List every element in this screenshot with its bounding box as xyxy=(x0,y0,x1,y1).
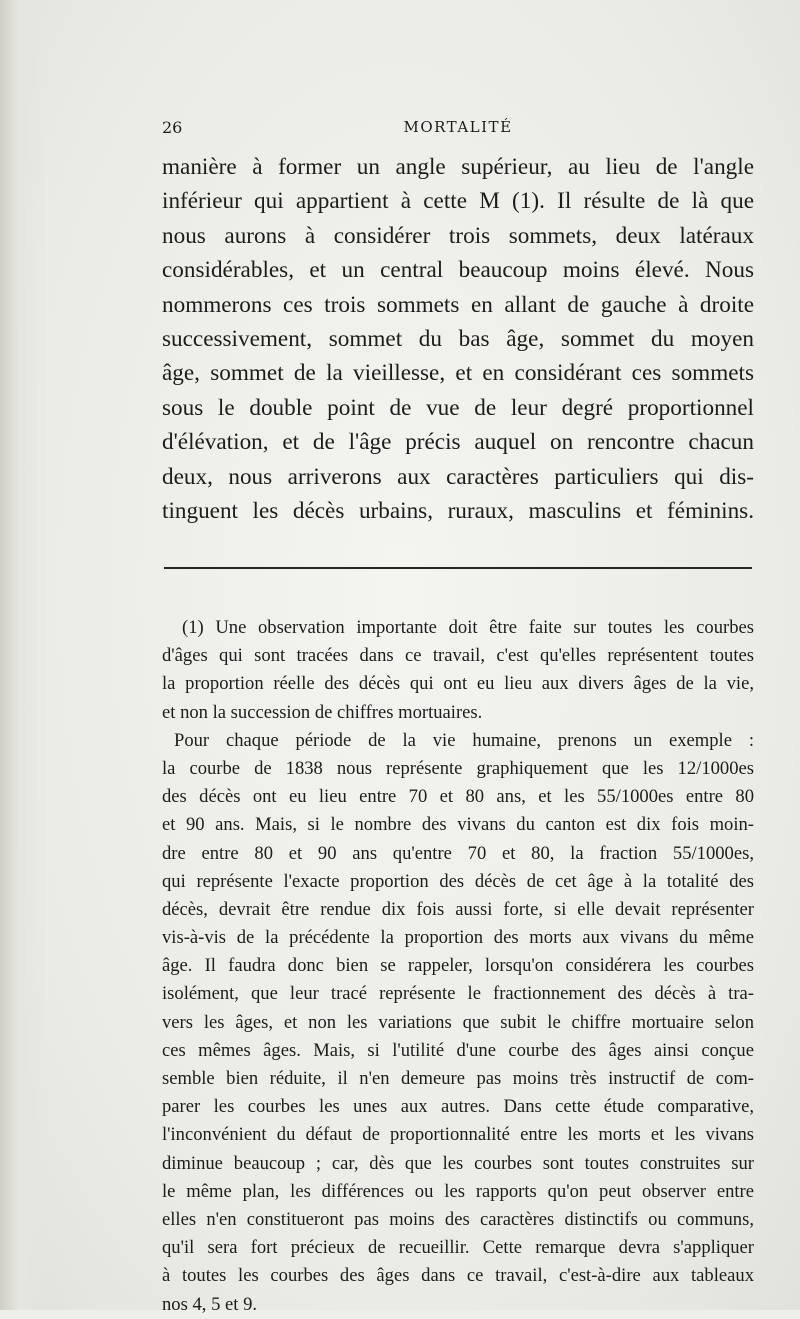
footnote-line: âge. Il faudra donc bien se rappeler, lorsqu'on considérera les courbes xyxy=(162,955,754,977)
body-line: sous le double point de vue de leur degré proportionnel xyxy=(162,394,754,421)
body-line: successivement, sommet du bas âge, sommet du moyen xyxy=(162,325,754,352)
footnote-line: l'inconvénient du défaut de proportionnalité entre les morts et les vivans xyxy=(162,1124,754,1146)
footnote-line: vers les âges, et non les variations que subit le chiffre mortuaire selon xyxy=(162,1011,754,1033)
body-line: tinguent les décès urbains, ruraux, masculins et féminins. xyxy=(162,497,754,524)
page-gutter-shadow xyxy=(0,0,48,1310)
footnote-line: nos 4, 5 et 9. xyxy=(162,1293,258,1315)
footnote-line: le même plan, les différences ou les rapports qu'on peut observer entre xyxy=(162,1180,754,1202)
body-line: inférieur qui appartient à cette M (1). Il résulte de là que xyxy=(162,188,754,215)
body-line: âge, sommet de la vieillesse, et en considérant ces sommets xyxy=(162,360,754,387)
footnote xyxy=(162,614,754,1319)
footnote-line: d'âges qui sont tracées dans ce travail, c'est qu'elles représentent toutes xyxy=(162,645,754,667)
footnote-line: qui représente l'exacte proportion des décès de cet âge à la totalité des xyxy=(162,870,754,892)
footnote-line: vis-à-vis de la précédente la proportion des morts aux vivans du même xyxy=(162,927,754,949)
running-head xyxy=(162,118,754,140)
footnote-line: décès, devrait être rendue dix fois aussi forte, si elle devait représenter xyxy=(162,898,754,920)
running-title: MORTALITÉ xyxy=(403,118,513,136)
main-paragraph xyxy=(162,150,754,528)
footnote-line: (1) Une observation importante doit être faite sur toutes les courbes xyxy=(182,617,754,638)
footnote-separator-rule xyxy=(164,567,752,569)
footnote-line: isolément, que leur tracé représente le fractionnement des décès à tra- xyxy=(162,983,754,1005)
body-line: d'élévation, et de l'âge précis auquel on rencontre chacun xyxy=(162,429,754,456)
body-line: considérables, et un central beaucoup moins élevé. Nous xyxy=(162,257,754,284)
footnote-line: semble bien réduite, il n'en demeure pas moins très instructif de com- xyxy=(162,1068,754,1089)
footnote-line: ces mêmes âges. Mais, si l'utilité d'une courbe des âges ainsi conçue xyxy=(162,1039,754,1061)
footnote-line: parer les courbes les unes aux autres. Dans cette étude comparative, xyxy=(162,1096,754,1118)
footnote-line: diminue beaucoup ; car, dès que les courbes sont toutes construites sur xyxy=(162,1152,754,1174)
footnote-line: et non la succession de chiffres mortuaires. xyxy=(162,701,483,723)
footnote-line: Pour chaque période de la vie humaine, prenons un exemple : xyxy=(174,729,754,751)
footnote-line: et 90 ans. Mais, si le nombre des vivans du canton est dix fois moin- xyxy=(162,814,754,836)
footnote-line: des décès ont eu lieu entre 70 et 80 ans, et les 55/1000es entre 80 xyxy=(162,786,754,808)
footnote-line: elles n'en constitueront pas moins des caractères distinctifs ou communs, xyxy=(162,1208,754,1230)
footnote-line: la proportion réelle des décès qui ont eu lieu aux divers âges de la vie, xyxy=(162,673,754,695)
footnote-line: à toutes les courbes des âges dans ce travail, c'est-à-dire aux tableaux xyxy=(162,1265,754,1287)
body-line: nous aurons à considérer trois sommets, deux latéraux xyxy=(162,222,754,249)
body-line: nommerons ces trois sommets en allant de gauche à droite xyxy=(162,291,754,318)
footnote-line: la courbe de 1838 nous représente graphiquement que les 12/1000es xyxy=(162,757,754,779)
page-number: 26 xyxy=(162,118,183,137)
body-line: manière à former un angle supérieur, au lieu de l'angle xyxy=(162,154,754,180)
footnote-line: dre entre 80 et 90 ans qu'entre 70 et 80, la fraction 55/1000es, xyxy=(162,842,754,864)
footnote-line: qu'il sera fort précieux de recueillir. Cette remarque devra s'appliquer xyxy=(162,1237,754,1259)
body-line: deux, nous arriverons aux caractères particuliers qui dis- xyxy=(162,463,754,490)
